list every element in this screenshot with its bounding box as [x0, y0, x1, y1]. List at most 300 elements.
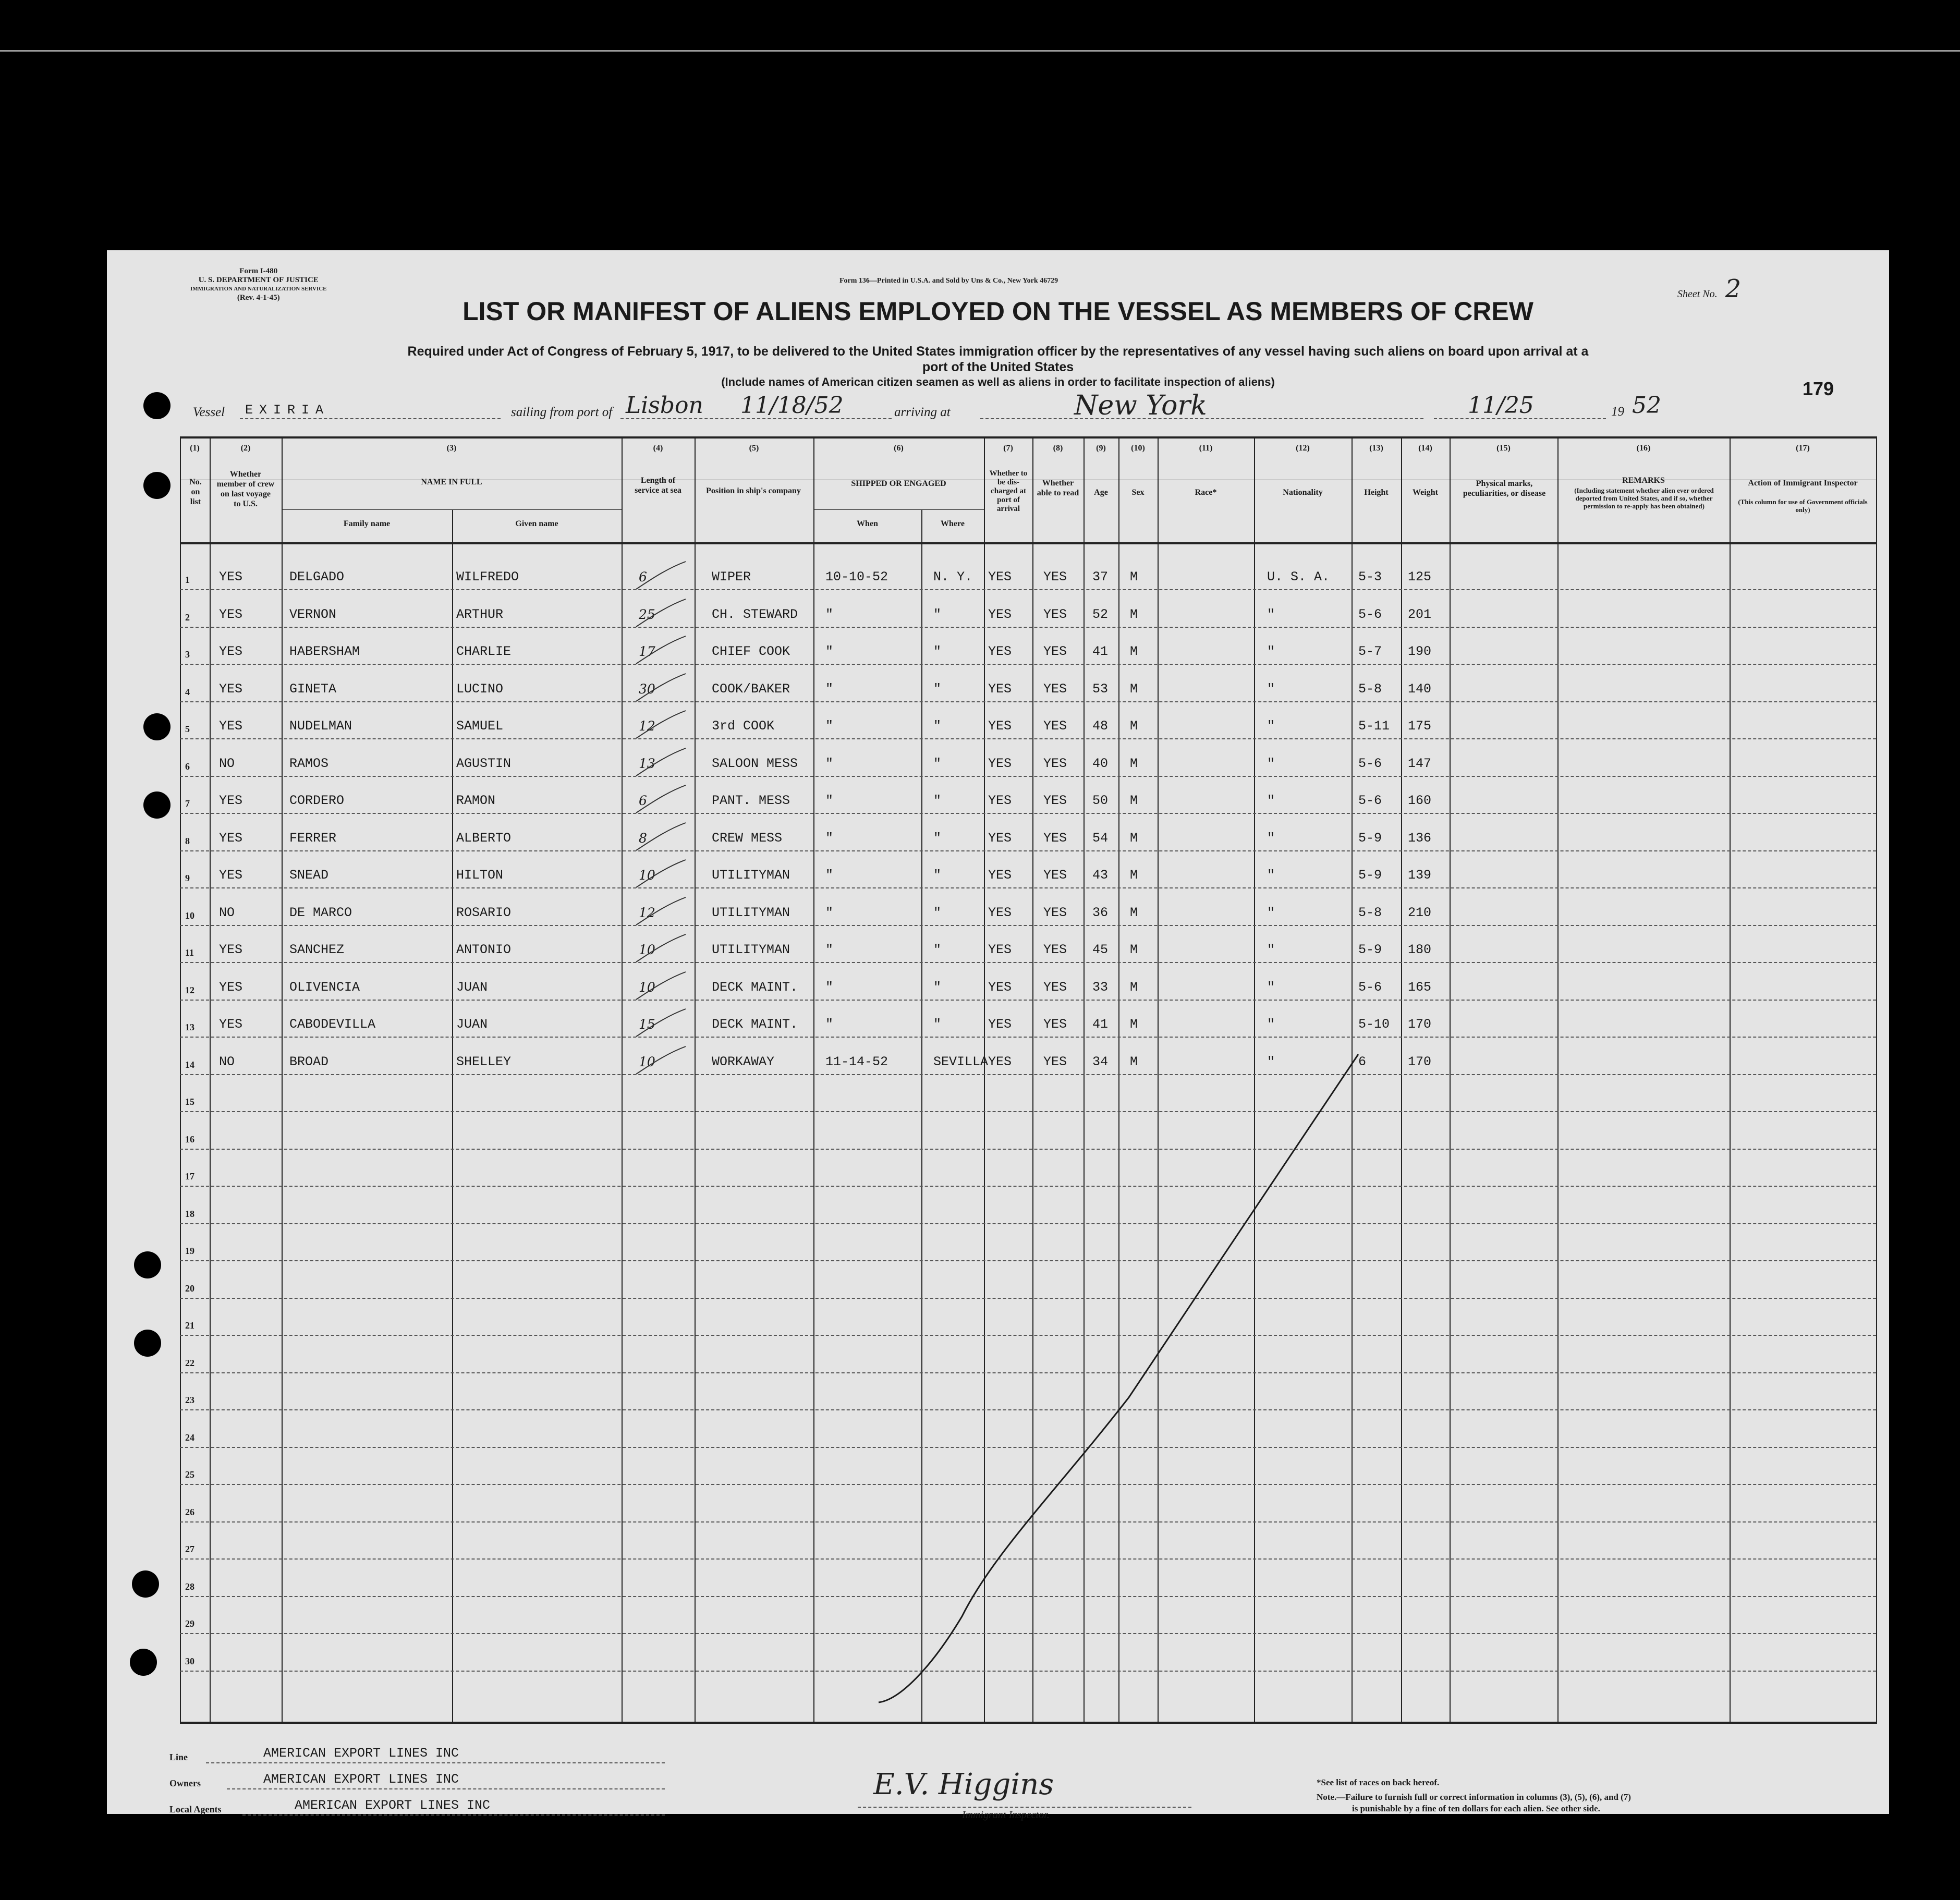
family-name-cell: DELGADO	[289, 569, 345, 584]
given-name-cell: JUAN	[456, 1017, 488, 1032]
height-cell: 5-9	[1358, 830, 1382, 846]
row-number: 7	[185, 798, 190, 809]
member-cell: YES	[219, 644, 243, 659]
service-check-mark	[631, 1008, 688, 1039]
col-num-13: (13)	[1369, 444, 1383, 453]
height-cell: 5-6	[1358, 756, 1382, 771]
sailing-date: 11/18/52	[740, 392, 844, 419]
shipped-where-cell: "	[933, 942, 942, 957]
vessel-name: EXIRIA	[245, 403, 330, 418]
row-number: 25	[185, 1469, 194, 1480]
weight-cell: 170	[1408, 1054, 1432, 1069]
service-cell: 12	[639, 905, 655, 920]
row-rule	[180, 1000, 1876, 1001]
row-number: 3	[185, 649, 190, 660]
shipped-when-cell: 11-14-52	[825, 1054, 888, 1069]
age-cell: 43	[1092, 868, 1109, 883]
sheet-number-value: 2	[1725, 274, 1742, 303]
shipped-where-cell: "	[933, 793, 942, 808]
line-value: AMERICAN EXPORT LINES INC	[263, 1746, 459, 1761]
shipped-when-cell: "	[825, 1017, 834, 1032]
discharged-cell: YES	[988, 756, 1012, 771]
able-to-read-cell: YES	[1043, 681, 1067, 697]
able-to-read-cell: YES	[1043, 644, 1067, 659]
col-header-shipped: SHIPPED OR ENGAGED	[851, 479, 946, 488]
shipped-when-cell: "	[825, 830, 834, 846]
col-header-action: Action of Immigrant Inspector	[1748, 479, 1858, 488]
col-header-sex: Sex	[1131, 488, 1145, 497]
age-cell: 53	[1092, 681, 1109, 697]
service-cell: 13	[639, 756, 655, 771]
row-number: 2	[185, 612, 190, 623]
form-subtitle-3: (Include names of American citizen seamen as well as aliens in order to facilitate inspection of aliens)	[721, 375, 1275, 388]
sex-cell: M	[1130, 793, 1138, 808]
member-cell: NO	[219, 756, 235, 771]
col-num-1: (1)	[190, 444, 200, 453]
row-number: 5	[185, 724, 190, 734]
weight-cell: 140	[1408, 681, 1432, 697]
member-cell: YES	[219, 681, 243, 697]
shipped-where-cell: "	[933, 868, 942, 883]
shipped-when-cell: "	[825, 979, 834, 995]
height-cell: 5-8	[1358, 681, 1382, 697]
owners-label: Owners	[169, 1778, 201, 1788]
age-cell: 34	[1092, 1054, 1109, 1069]
weight-cell: 165	[1408, 979, 1432, 995]
shipped-where-cell: SEVILLA	[933, 1054, 989, 1069]
row-number: 13	[185, 1022, 194, 1032]
weight-cell: 170	[1408, 1017, 1432, 1032]
member-cell: YES	[219, 569, 243, 584]
age-cell: 50	[1092, 793, 1109, 808]
position-cell: CREW MESS	[712, 830, 783, 846]
punch-hole	[143, 713, 171, 740]
punch-hole	[134, 1330, 161, 1357]
punch-hole	[132, 1570, 159, 1598]
service-check-mark	[631, 896, 688, 928]
discharged-cell: YES	[988, 1054, 1012, 1069]
age-cell: 41	[1092, 644, 1109, 659]
shipped-when-cell: "	[825, 868, 834, 883]
col-header-remarks: REMARKS	[1622, 476, 1665, 485]
discharged-cell: YES	[988, 830, 1012, 846]
sex-cell: M	[1130, 830, 1138, 846]
col-header-where: Where	[941, 519, 965, 528]
discharged-cell: YES	[988, 868, 1012, 883]
col-num-16: (16)	[1636, 444, 1651, 453]
position-cell: 3rd COOK	[712, 718, 775, 734]
weight-cell: 175	[1408, 718, 1432, 734]
able-to-read-cell: YES	[1043, 569, 1067, 584]
discharged-cell: YES	[988, 1017, 1012, 1032]
height-cell: 5-11	[1358, 718, 1390, 734]
age-cell: 48	[1092, 718, 1109, 734]
member-cell: YES	[219, 606, 243, 622]
row-number: 20	[185, 1283, 194, 1294]
weight-cell: 180	[1408, 942, 1432, 957]
arriving-port: New York	[1074, 390, 1207, 421]
member-cell: YES	[219, 942, 243, 957]
age-cell: 36	[1092, 905, 1109, 920]
agents-value: AMERICAN EXPORT LINES INC	[295, 1798, 491, 1813]
able-to-read-cell: YES	[1043, 793, 1067, 808]
shipped-where-cell: "	[933, 681, 942, 697]
member-cell: NO	[219, 905, 235, 920]
row-number: 23	[185, 1395, 194, 1405]
height-cell: 5-9	[1358, 868, 1382, 883]
sheet-label: Sheet No.	[1677, 288, 1718, 300]
given-name-cell: SAMUEL	[456, 718, 504, 734]
col-num-8: (8)	[1053, 444, 1063, 453]
shipped-when-cell: "	[825, 905, 834, 920]
height-cell: 6	[1358, 1054, 1367, 1069]
service-check-mark	[631, 635, 688, 666]
position-cell: WORKAWAY	[712, 1054, 775, 1069]
shipped-when-cell: "	[825, 756, 834, 771]
col-num-12: (12)	[1296, 444, 1310, 453]
year-suffix: 52	[1632, 392, 1661, 419]
shipped-where-cell: "	[933, 830, 942, 846]
row-rule	[180, 925, 1876, 926]
service-check-mark	[631, 598, 688, 629]
discharged-cell: YES	[988, 793, 1012, 808]
height-cell: 5-9	[1358, 942, 1382, 957]
able-to-read-cell: YES	[1043, 868, 1067, 883]
row-rule	[180, 589, 1876, 590]
row-number: 21	[185, 1320, 194, 1331]
position-cell: UTILITYMAN	[712, 942, 790, 957]
nationality-cell: "	[1267, 1017, 1275, 1032]
able-to-read-cell: YES	[1043, 1017, 1067, 1032]
service-check-mark	[631, 710, 688, 741]
given-name-cell: CHARLIE	[456, 644, 512, 659]
col-num-3: (3)	[446, 444, 457, 453]
service-check-mark	[631, 933, 688, 965]
member-cell: NO	[219, 1054, 235, 1069]
row-number: 12	[185, 984, 194, 995]
nationality-cell: "	[1267, 905, 1275, 920]
able-to-read-cell: YES	[1043, 942, 1067, 957]
shipped-where-cell: "	[933, 979, 942, 995]
given-name-cell: HILTON	[456, 868, 504, 883]
shipped-when-cell: "	[825, 681, 834, 697]
service-cell: 25	[639, 606, 655, 622]
line-label: Line	[169, 1752, 188, 1762]
row-number: 29	[185, 1618, 194, 1629]
sex-cell: M	[1130, 868, 1138, 883]
service-cell: 10	[639, 942, 655, 957]
service-check-mark	[631, 1045, 688, 1077]
row-number: 10	[185, 910, 194, 921]
shipped-when-cell: 10-10-52	[825, 569, 888, 584]
sex-cell: M	[1130, 606, 1138, 622]
family-name-cell: DE MARCO	[289, 905, 352, 920]
shipped-where-cell: "	[933, 606, 942, 622]
row-number: 16	[185, 1134, 194, 1144]
punch-hole	[143, 392, 171, 419]
height-cell: 5-8	[1358, 905, 1382, 920]
weight-cell: 160	[1408, 793, 1432, 808]
position-cell: CHIEF COOK	[712, 644, 790, 659]
given-name-cell: LUCINO	[456, 681, 504, 697]
discharged-cell: YES	[988, 606, 1012, 622]
given-name-cell: ALBERTO	[456, 830, 512, 846]
col-header-height: Height	[1364, 488, 1389, 497]
family-name-cell: VERNON	[289, 606, 337, 622]
position-cell: DECK MAINT.	[712, 1017, 798, 1032]
discharged-cell: YES	[988, 905, 1012, 920]
shipped-where-cell: "	[933, 644, 942, 659]
inspector-signature: E.V. Higgins	[873, 1768, 1054, 1801]
col-num-15: (15)	[1496, 444, 1511, 453]
nationality-cell: "	[1267, 1054, 1275, 1069]
given-name-cell: SHELLEY	[456, 1054, 512, 1069]
service-check-mark	[631, 971, 688, 1002]
col-num-7: (7)	[1003, 444, 1013, 453]
nationality-cell: "	[1267, 942, 1275, 957]
position-cell: DECK MAINT.	[712, 979, 798, 995]
punch-hole	[143, 791, 171, 819]
note-line-2: is punishable by a fine of ten dollars for each alien. See other side.	[1352, 1804, 1600, 1813]
row-number: 19	[185, 1246, 194, 1256]
height-cell: 5-3	[1358, 569, 1382, 584]
sex-cell: M	[1130, 942, 1138, 957]
row-rule	[180, 962, 1876, 963]
row-number: 24	[185, 1432, 194, 1443]
able-to-read-cell: YES	[1043, 1054, 1067, 1069]
weight-cell: 210	[1408, 905, 1432, 920]
service-check-mark	[631, 561, 688, 592]
row-number: 4	[185, 686, 190, 697]
races-note: *See list of races on back hereof.	[1317, 1777, 1440, 1787]
shipped-when-cell: "	[825, 718, 834, 734]
vessel-line	[193, 392, 1835, 423]
col-num-4: (4)	[653, 444, 663, 453]
col-header-member: Whether member of crew on last voyage to U.S.	[216, 470, 275, 508]
age-cell: 40	[1092, 756, 1109, 771]
age-cell: 41	[1092, 1017, 1109, 1032]
position-cell: UTILITYMAN	[712, 868, 790, 883]
col-header-family: Family name	[343, 519, 391, 528]
form-id: Form I-480 U. S. DEPARTMENT OF JUSTICE IMMIGRATION AND NATURALIZATION SERVICE (Rev. 4-1-45)	[190, 267, 327, 302]
shipped-where-cell: "	[933, 905, 942, 920]
height-cell: 5-6	[1358, 793, 1382, 808]
arrival-date: 11/25	[1468, 392, 1534, 419]
arriving-underline	[980, 418, 1423, 419]
col-num-5: (5)	[749, 444, 759, 453]
punch-hole	[130, 1649, 157, 1676]
height-cell: 5-10	[1358, 1017, 1390, 1032]
col-header-service: Length of service at sea	[635, 476, 681, 495]
punch-hole	[143, 472, 171, 499]
discharged-cell: YES	[988, 942, 1012, 957]
col-num-9: (9)	[1096, 444, 1106, 453]
shipped-when-cell: "	[825, 606, 834, 622]
family-name-cell: SNEAD	[289, 868, 329, 883]
member-cell: YES	[219, 979, 243, 995]
col-num-2: (2)	[240, 444, 251, 453]
nationality-cell: "	[1267, 681, 1275, 697]
age-cell: 52	[1092, 606, 1109, 622]
able-to-read-cell: YES	[1043, 756, 1067, 771]
col-num-14: (14)	[1418, 444, 1432, 453]
given-name-cell: WILFREDO	[456, 569, 519, 584]
age-cell: 37	[1092, 569, 1109, 584]
service-check-mark	[631, 822, 688, 853]
row-number: 27	[185, 1544, 194, 1554]
age-cell: 33	[1092, 979, 1109, 995]
position-cell: WIPER	[712, 569, 751, 584]
height-cell: 5-6	[1358, 606, 1382, 622]
nationality-cell: "	[1267, 830, 1275, 846]
row-number: 26	[185, 1506, 194, 1517]
service-check-mark	[631, 673, 688, 704]
row-number: 1	[185, 575, 190, 585]
given-name-cell: AGUSTIN	[456, 756, 512, 771]
row-number: 6	[185, 761, 190, 772]
weight-cell: 147	[1408, 756, 1432, 771]
inspector-label: Immigrant Inspector.	[962, 1809, 1050, 1821]
sex-cell: M	[1130, 569, 1138, 584]
given-name-cell: JUAN	[456, 979, 488, 995]
nationality-cell: "	[1267, 644, 1275, 659]
row-number: 15	[185, 1097, 194, 1107]
given-name-cell: ROSARIO	[456, 905, 512, 920]
service-cell: 6	[639, 793, 647, 808]
col-header-read: Whether able to read	[1037, 479, 1079, 497]
family-name-cell: FERRER	[289, 830, 337, 846]
vessel-label: Vessel	[193, 405, 225, 419]
family-name-cell: NUDELMAN	[289, 718, 352, 734]
family-name-cell: CORDERO	[289, 793, 345, 808]
able-to-read-cell: YES	[1043, 606, 1067, 622]
row-rule	[180, 850, 1876, 851]
punch-hole	[134, 1251, 161, 1278]
shipped-where-cell: "	[933, 1017, 942, 1032]
given-name-cell: ARTHUR	[456, 606, 504, 622]
shipped-where-cell: N. Y.	[933, 569, 973, 584]
form-title: LIST OR MANIFEST OF ALIENS EMPLOYED ON THE VESSEL AS MEMBERS OF CREW	[462, 297, 1533, 326]
row-number: 22	[185, 1357, 194, 1368]
sex-cell: M	[1130, 905, 1138, 920]
nationality-cell: "	[1267, 718, 1275, 734]
age-cell: 54	[1092, 830, 1109, 846]
service-cell: 10	[639, 979, 655, 995]
height-cell: 5-6	[1358, 979, 1382, 995]
service-check-mark	[631, 747, 688, 778]
sailing-label: sailing from port of	[511, 405, 613, 419]
scan-top-line	[0, 50, 1960, 52]
family-name-cell: RAMOS	[289, 756, 329, 771]
row-rule	[180, 813, 1876, 814]
given-name-cell: RAMON	[456, 793, 496, 808]
position-cell: COOK/BAKER	[712, 681, 790, 697]
member-cell: YES	[219, 1017, 243, 1032]
weight-cell: 136	[1408, 830, 1432, 846]
vessel-underline	[240, 418, 501, 419]
sex-cell: M	[1130, 681, 1138, 697]
discharged-cell: YES	[988, 569, 1012, 584]
row-number: 9	[185, 873, 190, 883]
able-to-read-cell: YES	[1043, 830, 1067, 846]
col-num-11: (11)	[1199, 444, 1213, 453]
col-header-remarks-note: (Including statement whether alien ever ordered deported from United States, and if so, whether permission to re-apply has been obtained)	[1574, 486, 1714, 510]
row-rule	[180, 701, 1876, 702]
sex-cell: M	[1130, 718, 1138, 734]
arriving-label: arriving at	[894, 405, 951, 419]
nationality-cell: "	[1267, 756, 1275, 771]
discharged-cell: YES	[988, 718, 1012, 734]
row-rule	[180, 738, 1876, 739]
family-name-cell: GINETA	[289, 681, 337, 697]
discharged-cell: YES	[988, 979, 1012, 995]
service-cell: 10	[639, 868, 655, 883]
col-header-nationality: Nationality	[1283, 488, 1323, 497]
weight-cell: 125	[1408, 569, 1432, 584]
age-cell: 45	[1092, 942, 1109, 957]
col-header-weight: Weight	[1413, 488, 1438, 497]
row-rule	[180, 887, 1876, 888]
member-cell: YES	[219, 718, 243, 734]
sailing-port: Lisbon	[626, 392, 703, 419]
nationality-cell: "	[1267, 606, 1275, 622]
discharged-cell: YES	[988, 681, 1012, 697]
col-header-action-note: (This column for use of Government officials only)	[1738, 498, 1868, 514]
shipped-when-cell: "	[825, 644, 834, 659]
service-cell: 30	[639, 681, 655, 697]
able-to-read-cell: YES	[1043, 718, 1067, 734]
given-name-cell: ANTONIO	[456, 942, 512, 957]
family-name-cell: HABERSHAM	[289, 644, 360, 659]
col-num-17: (17)	[1796, 444, 1810, 453]
col-num-6: (6)	[894, 444, 904, 453]
service-check-mark	[631, 784, 688, 815]
form-subtitle-1: Required under Act of Congress of February 5, 1917, to be delivered to the United States immigration officer by the representatives of any vessel having such aliens on board upon arrival at a	[407, 344, 1589, 359]
arrival-date-underline	[1434, 418, 1606, 419]
nationality-cell: "	[1267, 868, 1275, 883]
able-to-read-cell: YES	[1043, 905, 1067, 920]
service-cell: 12	[639, 718, 655, 734]
row-rule	[180, 1037, 1876, 1038]
col-header-name: NAME IN FULL	[421, 478, 482, 486]
row-number: 30	[185, 1655, 194, 1666]
member-cell: YES	[219, 830, 243, 846]
service-check-mark	[631, 859, 688, 890]
family-name-cell: OLIVENCIA	[289, 979, 360, 995]
col-header-no: No. on list	[189, 478, 202, 506]
row-number: 11	[185, 947, 194, 958]
form-subtitle-2: port of the United States	[922, 360, 1074, 374]
col-header-physical: Physical marks, peculiarities, or disease	[1463, 479, 1546, 498]
shipped-when-cell: "	[825, 793, 834, 808]
service-cell: 8	[639, 830, 647, 846]
manifest-sheet	[107, 250, 1889, 1821]
member-cell: YES	[219, 793, 243, 808]
sex-cell: M	[1130, 979, 1138, 995]
row-number: 14	[185, 1059, 194, 1070]
col-header-discharged: Whether to be dis-charged at port of arrival	[989, 469, 1028, 513]
family-name-cell: CABODEVILLA	[289, 1017, 376, 1032]
row-rule	[180, 664, 1876, 665]
sailing-underline	[620, 418, 892, 419]
owners-value: AMERICAN EXPORT LINES INC	[263, 1772, 459, 1787]
row-number: 8	[185, 835, 190, 846]
weight-cell: 201	[1408, 606, 1432, 622]
able-to-read-cell: YES	[1043, 979, 1067, 995]
position-cell: CH. STEWARD	[712, 606, 798, 622]
shipped-where-cell: "	[933, 756, 942, 771]
member-cell: YES	[219, 868, 243, 883]
